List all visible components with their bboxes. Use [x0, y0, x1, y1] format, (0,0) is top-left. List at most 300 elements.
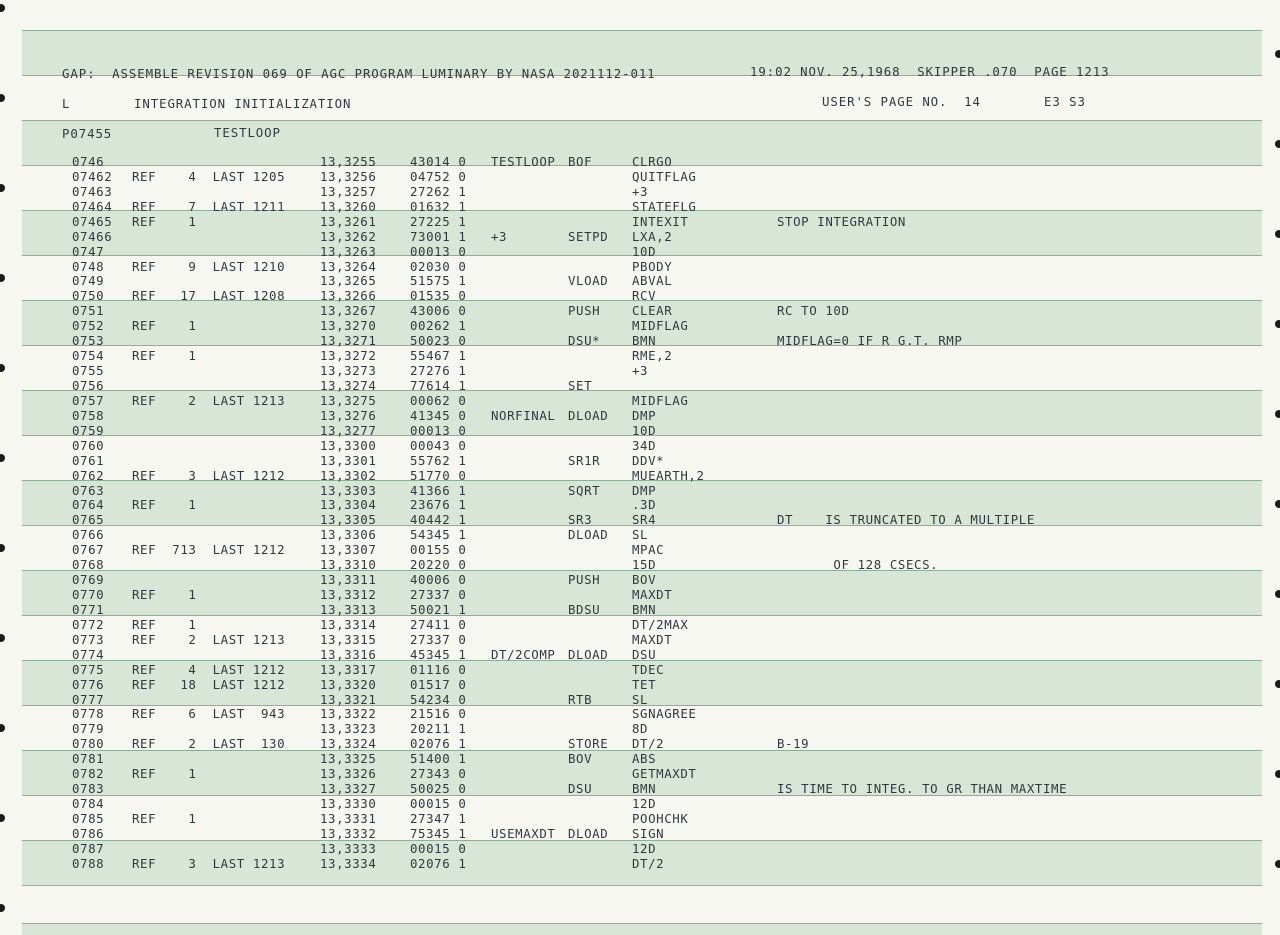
line-number: 0754 [72, 348, 105, 364]
operand: TDEC [632, 661, 665, 677]
operand: 8D [632, 721, 649, 737]
octal-code: 02076 1 [410, 736, 467, 752]
line-number: 0763 [72, 482, 105, 498]
listing-row [22, 214, 1262, 229]
operand: DMP [632, 482, 657, 498]
listing-row [22, 378, 1262, 393]
listing-row [22, 483, 1262, 498]
log-id: P07455 [62, 126, 113, 141]
operand: BMN [632, 601, 657, 617]
operand: CLEAR [632, 303, 673, 319]
line-number: 07464 [72, 198, 113, 214]
address: 13,3326 [320, 766, 377, 782]
operand: SL [632, 691, 649, 707]
line-number: 0770 [72, 587, 105, 602]
listing-row [22, 199, 1262, 214]
line-number: 0779 [72, 721, 105, 737]
ref-info: REF 1 [132, 318, 197, 334]
opcode: DLOAD [568, 825, 609, 841]
operand: RCV [632, 288, 657, 304]
opcode: SR1R [568, 452, 601, 468]
octal-code: 43006 0 [410, 303, 467, 319]
comment: OF 128 CSECS. [777, 557, 939, 573]
address: 13,3314 [320, 616, 377, 632]
comment: STOP INTEGRATION [777, 213, 906, 229]
operand: INTEXIT [632, 213, 689, 229]
operand: BMN [632, 781, 657, 797]
octal-code: 40006 0 [410, 572, 467, 587]
address: 13,3301 [320, 452, 377, 468]
listing-row [22, 453, 1262, 468]
address: 13,3267 [320, 303, 377, 319]
operand: GETMAXDT [632, 766, 697, 782]
operand: QUITFLAG [632, 168, 697, 184]
tractor-hole [1275, 320, 1280, 328]
listing-row [22, 557, 1262, 572]
tractor-hole [0, 814, 5, 822]
tractor-hole [0, 4, 5, 12]
operand: MIDFLAG [632, 318, 689, 334]
operand: SR4 [632, 512, 657, 528]
user-page-number: USER'S PAGE NO. 14 [822, 94, 981, 109]
line-number: 07465 [72, 213, 113, 229]
ref-info: REF 1 [132, 497, 197, 513]
line-number: 0782 [72, 766, 105, 782]
listing-row [22, 348, 1262, 363]
address: 13,3311 [320, 572, 377, 587]
operand: BOV [632, 572, 657, 587]
listing-row [22, 259, 1262, 274]
listing-row [22, 587, 1262, 602]
octal-code: 00043 0 [410, 437, 467, 453]
octal-code: 01517 0 [410, 676, 467, 692]
line-number: 0758 [72, 407, 105, 423]
octal-code: 41366 1 [410, 482, 467, 498]
tractor-hole [0, 184, 5, 192]
print-timestamp: 19:02 NOV. 25,1968 SKIPPER .070 PAGE 1213 [750, 64, 1110, 79]
opcode: SETPD [568, 228, 609, 244]
address: 13,3255 [320, 154, 377, 169]
section-title: INTEGRATION INITIALIZATION [134, 96, 352, 111]
line-number: 0748 [72, 258, 105, 274]
tractor-hole [0, 364, 5, 372]
tractor-hole [1275, 680, 1280, 688]
listing-row [22, 363, 1262, 378]
octal-code: 75345 1 [410, 825, 467, 841]
listing-row [22, 617, 1262, 632]
line-number: 0755 [72, 363, 105, 378]
green-band [22, 923, 1262, 935]
listing-row [22, 692, 1262, 707]
address: 13,3276 [320, 407, 377, 423]
line-number: 0765 [72, 512, 105, 528]
octal-code: 01632 1 [410, 198, 467, 214]
opcode: BOV [568, 751, 593, 767]
listing-row [22, 169, 1262, 184]
listing-row [22, 303, 1262, 318]
line-number: 0760 [72, 437, 105, 453]
opcode: DLOAD [568, 646, 609, 662]
operand: 15D [632, 557, 657, 573]
operand: 10D [632, 243, 657, 259]
opcode: STORE [568, 736, 609, 752]
operand: SIGN [632, 825, 665, 841]
address: 13,3333 [320, 840, 377, 856]
listing-row [22, 288, 1262, 303]
ref-info: REF 18 LAST 1212 [132, 676, 286, 692]
tractor-hole [1275, 860, 1280, 868]
opcode: VLOAD [568, 273, 609, 289]
operand: DDV* [632, 452, 665, 468]
octal-code: 51770 0 [410, 467, 467, 483]
label: DT/2COMP [491, 646, 556, 662]
page-code: E3 S3 [1044, 94, 1086, 109]
octal-code: 50025 0 [410, 781, 467, 797]
address: 13,3305 [320, 512, 377, 528]
ref-info: REF 2 LAST 1213 [132, 392, 286, 408]
listing-row [22, 423, 1262, 438]
ref-info: REF 1 [132, 616, 197, 632]
operand: DT/2 [632, 855, 665, 871]
line-number: 0788 [72, 855, 105, 871]
line-number: 0756 [72, 377, 105, 393]
tractor-hole [1275, 50, 1280, 58]
tractor-hole [0, 724, 5, 732]
octal-code: 55467 1 [410, 348, 467, 364]
operand: RME,2 [632, 348, 673, 364]
octal-code: 04752 0 [410, 168, 467, 184]
octal-code: 00015 0 [410, 840, 467, 856]
opcode: DLOAD [568, 407, 609, 423]
tractor-hole [0, 544, 5, 552]
octal-code: 27343 0 [410, 766, 467, 782]
operand: POOHCHK [632, 810, 689, 826]
listing-row [22, 244, 1262, 259]
line-number: 0771 [72, 601, 105, 617]
octal-code: 27347 1 [410, 810, 467, 826]
octal-code: 77614 1 [410, 377, 467, 393]
line-number: 0746 [72, 154, 105, 169]
tractor-hole [1275, 140, 1280, 148]
ref-info: REF 9 LAST 1210 [132, 258, 286, 274]
listing-row [22, 602, 1262, 617]
printout-sheet [22, 30, 1262, 935]
operand: +3 [632, 183, 649, 199]
line-number: 0768 [72, 557, 105, 573]
band-rule [22, 30, 1262, 31]
line-number: 0753 [72, 333, 105, 349]
listing-row [22, 438, 1262, 453]
line-number: 0752 [72, 318, 105, 334]
listing-row [22, 497, 1262, 512]
line-number: 0766 [72, 527, 105, 543]
operand: DSU [632, 646, 657, 662]
address: 13,3324 [320, 736, 377, 752]
octal-code: 00155 0 [410, 542, 467, 558]
address: 13,3260 [320, 198, 377, 214]
address: 13,3262 [320, 228, 377, 244]
ref-info: REF 4 LAST 1212 [132, 661, 286, 677]
address: 13,3261 [320, 213, 377, 229]
opcode: SR3 [568, 512, 593, 528]
address: 13,3322 [320, 706, 377, 722]
octal-code: 01535 0 [410, 288, 467, 304]
address: 13,3264 [320, 258, 377, 274]
octal-code: 20220 0 [410, 557, 467, 573]
label: NORFINAL [491, 407, 556, 423]
band-rule [22, 885, 1262, 886]
listing-row [22, 154, 1262, 169]
line-number: 0773 [72, 631, 105, 647]
comment: IS TIME TO INTEG. TO GR THAN MAXTIME [777, 781, 1068, 797]
operand: 12D [632, 840, 657, 856]
line-number: 0778 [72, 706, 105, 722]
listing-marker: L [62, 96, 71, 111]
line-number: 0761 [72, 452, 105, 468]
octal-code: 00262 1 [410, 318, 467, 334]
band-rule [22, 923, 1262, 924]
address: 13,3304 [320, 497, 377, 513]
octal-code: 27262 1 [410, 183, 467, 199]
tractor-hole [1275, 410, 1280, 418]
octal-code: 27337 0 [410, 587, 467, 602]
opcode: DLOAD [568, 527, 609, 543]
label: +3 [491, 228, 508, 244]
operand: DMP [632, 407, 657, 423]
comment: B-19 [777, 736, 810, 752]
address: 13,3300 [320, 437, 377, 453]
listing-row [22, 184, 1262, 199]
address: 13,3331 [320, 810, 377, 826]
ref-info: REF 3 LAST 1212 [132, 467, 286, 483]
address: 13,3266 [320, 288, 377, 304]
operand: DT/2MAX [632, 616, 689, 632]
operand: 10D [632, 422, 657, 438]
operand: DT/2 [632, 736, 665, 752]
octal-code: 01116 0 [410, 661, 467, 677]
address: 13,3303 [320, 482, 377, 498]
octal-code: 23676 1 [410, 497, 467, 513]
address: 13,3257 [320, 183, 377, 199]
listing-row [22, 811, 1262, 826]
address: 13,3306 [320, 527, 377, 543]
operand: LXA,2 [632, 228, 673, 244]
line-number: 07466 [72, 228, 113, 244]
line-number: 0764 [72, 497, 105, 513]
octal-code: 45345 1 [410, 646, 467, 662]
tractor-hole [0, 274, 5, 282]
tractor-hole [1275, 590, 1280, 598]
ref-info: REF 2 LAST 130 [132, 736, 286, 752]
address: 13,3312 [320, 587, 377, 602]
tractor-hole [0, 634, 5, 642]
listing-row [22, 826, 1262, 841]
listing-row [22, 229, 1262, 244]
ref-info: REF 3 LAST 1213 [132, 855, 286, 871]
address: 13,3310 [320, 557, 377, 573]
listing-row [22, 841, 1262, 856]
octal-code: 20211 1 [410, 721, 467, 737]
comment: RC TO 10D [777, 303, 850, 319]
octal-code: 21516 0 [410, 706, 467, 722]
address: 13,3321 [320, 691, 377, 707]
address: 13,3273 [320, 363, 377, 378]
line-number: 0775 [72, 661, 105, 677]
operand: MAXDT [632, 587, 673, 602]
listing-row [22, 647, 1262, 662]
operand: CLRGO [632, 154, 673, 169]
operand: 12D [632, 796, 657, 811]
operand: MUEARTH,2 [632, 467, 705, 483]
address: 13,3263 [320, 243, 377, 259]
operand: MIDFLAG [632, 392, 689, 408]
line-number: 0776 [72, 676, 105, 692]
listing-row [22, 751, 1262, 766]
operand: +3 [632, 363, 649, 378]
listing-row [22, 318, 1262, 333]
tractor-hole [0, 454, 5, 462]
line-number: 07462 [72, 168, 113, 184]
address: 13,3317 [320, 661, 377, 677]
octal-code: 00015 0 [410, 796, 467, 811]
address: 13,3325 [320, 751, 377, 767]
tractor-hole [1275, 230, 1280, 238]
tractor-hole [0, 904, 5, 912]
ref-info: REF 17 LAST 1208 [132, 288, 286, 304]
listing-row [22, 333, 1262, 348]
address: 13,3265 [320, 273, 377, 289]
octal-code: 27225 1 [410, 213, 467, 229]
opcode: SET [568, 377, 593, 393]
opcode: PUSH [568, 572, 601, 587]
opcode: DSU [568, 781, 593, 797]
address: 13,3332 [320, 825, 377, 841]
ref-info: REF 4 LAST 1205 [132, 168, 286, 184]
operand: .3D [632, 497, 657, 513]
operand: ABVAL [632, 273, 673, 289]
ref-info: REF 713 LAST 1212 [132, 542, 286, 558]
octal-code: 54345 1 [410, 527, 467, 543]
line-number: 0769 [72, 572, 105, 587]
tractor-hole [0, 94, 5, 102]
address: 13,3315 [320, 631, 377, 647]
log-name: TESTLOOP [214, 125, 281, 140]
octal-code: 00013 0 [410, 243, 467, 259]
address: 13,3256 [320, 168, 377, 184]
assembly-title: GAP: ASSEMBLE REVISION 069 OF AGC PROGRAM LUMINARY BY NASA 2021112-011 [62, 66, 656, 81]
octal-code: 54234 0 [410, 691, 467, 707]
line-number: 0787 [72, 840, 105, 856]
opcode: BOF [568, 154, 593, 169]
line-number: 0785 [72, 810, 105, 826]
octal-code: 27411 0 [410, 616, 467, 632]
label: USEMAXDT [491, 825, 556, 841]
operand: SL [632, 527, 649, 543]
octal-code: 00062 0 [410, 392, 467, 408]
line-number: 0784 [72, 796, 105, 811]
address: 13,3334 [320, 855, 377, 871]
line-number: 0781 [72, 751, 105, 767]
opcode: DSU* [568, 333, 601, 349]
operand: PBODY [632, 258, 673, 274]
address: 13,3275 [320, 392, 377, 408]
octal-code: 50023 0 [410, 333, 467, 349]
ref-info: REF 6 LAST 943 [132, 706, 286, 722]
operand: MPAC [632, 542, 665, 558]
ref-info: REF 1 [132, 766, 197, 782]
line-number: 0762 [72, 467, 105, 483]
line-number: 0783 [72, 781, 105, 797]
ref-info: REF 7 LAST 1211 [132, 198, 286, 214]
octal-code: 27276 1 [410, 363, 467, 378]
operand: MAXDT [632, 631, 673, 647]
address: 13,3316 [320, 646, 377, 662]
listing-row [22, 468, 1262, 483]
opcode: PUSH [568, 303, 601, 319]
line-number: 0750 [72, 288, 105, 304]
octal-code: 02076 1 [410, 855, 467, 871]
octal-code: 55762 1 [410, 452, 467, 468]
octal-code: 41345 0 [410, 407, 467, 423]
listing-row [22, 677, 1262, 692]
opcode: SQRT [568, 482, 601, 498]
address: 13,3272 [320, 348, 377, 364]
listing-row [22, 796, 1262, 811]
listing-row [22, 512, 1262, 527]
listing-row [22, 781, 1262, 796]
octal-code: 51575 1 [410, 273, 467, 289]
listing-row [22, 408, 1262, 423]
line-number: 0747 [72, 243, 105, 259]
listing-row [22, 721, 1262, 736]
octal-code: 43014 0 [410, 154, 467, 169]
ref-info: REF 2 LAST 1213 [132, 631, 286, 647]
line-number: 0774 [72, 646, 105, 662]
line-number: 0772 [72, 616, 105, 632]
address: 13,3270 [320, 318, 377, 334]
listing-row [22, 572, 1262, 587]
listing-row [22, 736, 1262, 751]
address: 13,3323 [320, 721, 377, 737]
octal-code: 50021 1 [410, 601, 467, 617]
octal-code: 51400 1 [410, 751, 467, 767]
line-number: 0757 [72, 392, 105, 408]
line-number: 0751 [72, 303, 105, 319]
listing-row [22, 856, 1262, 871]
octal-code: 27337 0 [410, 631, 467, 647]
tractor-hole [1275, 500, 1280, 508]
operand: 34D [632, 437, 657, 453]
operand: ABS [632, 751, 657, 767]
line-number: 0749 [72, 273, 105, 289]
tractor-hole [1275, 770, 1280, 778]
octal-code: 73001 1 [410, 228, 467, 244]
ref-info: REF 1 [132, 587, 197, 602]
listing-row [22, 527, 1262, 542]
address: 13,3302 [320, 467, 377, 483]
line-number: 0767 [72, 542, 105, 558]
ref-info: REF 1 [132, 348, 197, 364]
operand: TET [632, 676, 657, 692]
address: 13,3313 [320, 601, 377, 617]
opcode: BDSU [568, 601, 601, 617]
address: 13,3307 [320, 542, 377, 558]
address: 13,3330 [320, 796, 377, 811]
opcode: RTB [568, 691, 593, 707]
octal-code: 02030 0 [410, 258, 467, 274]
line-number: 07463 [72, 183, 113, 199]
address: 13,3320 [320, 676, 377, 692]
